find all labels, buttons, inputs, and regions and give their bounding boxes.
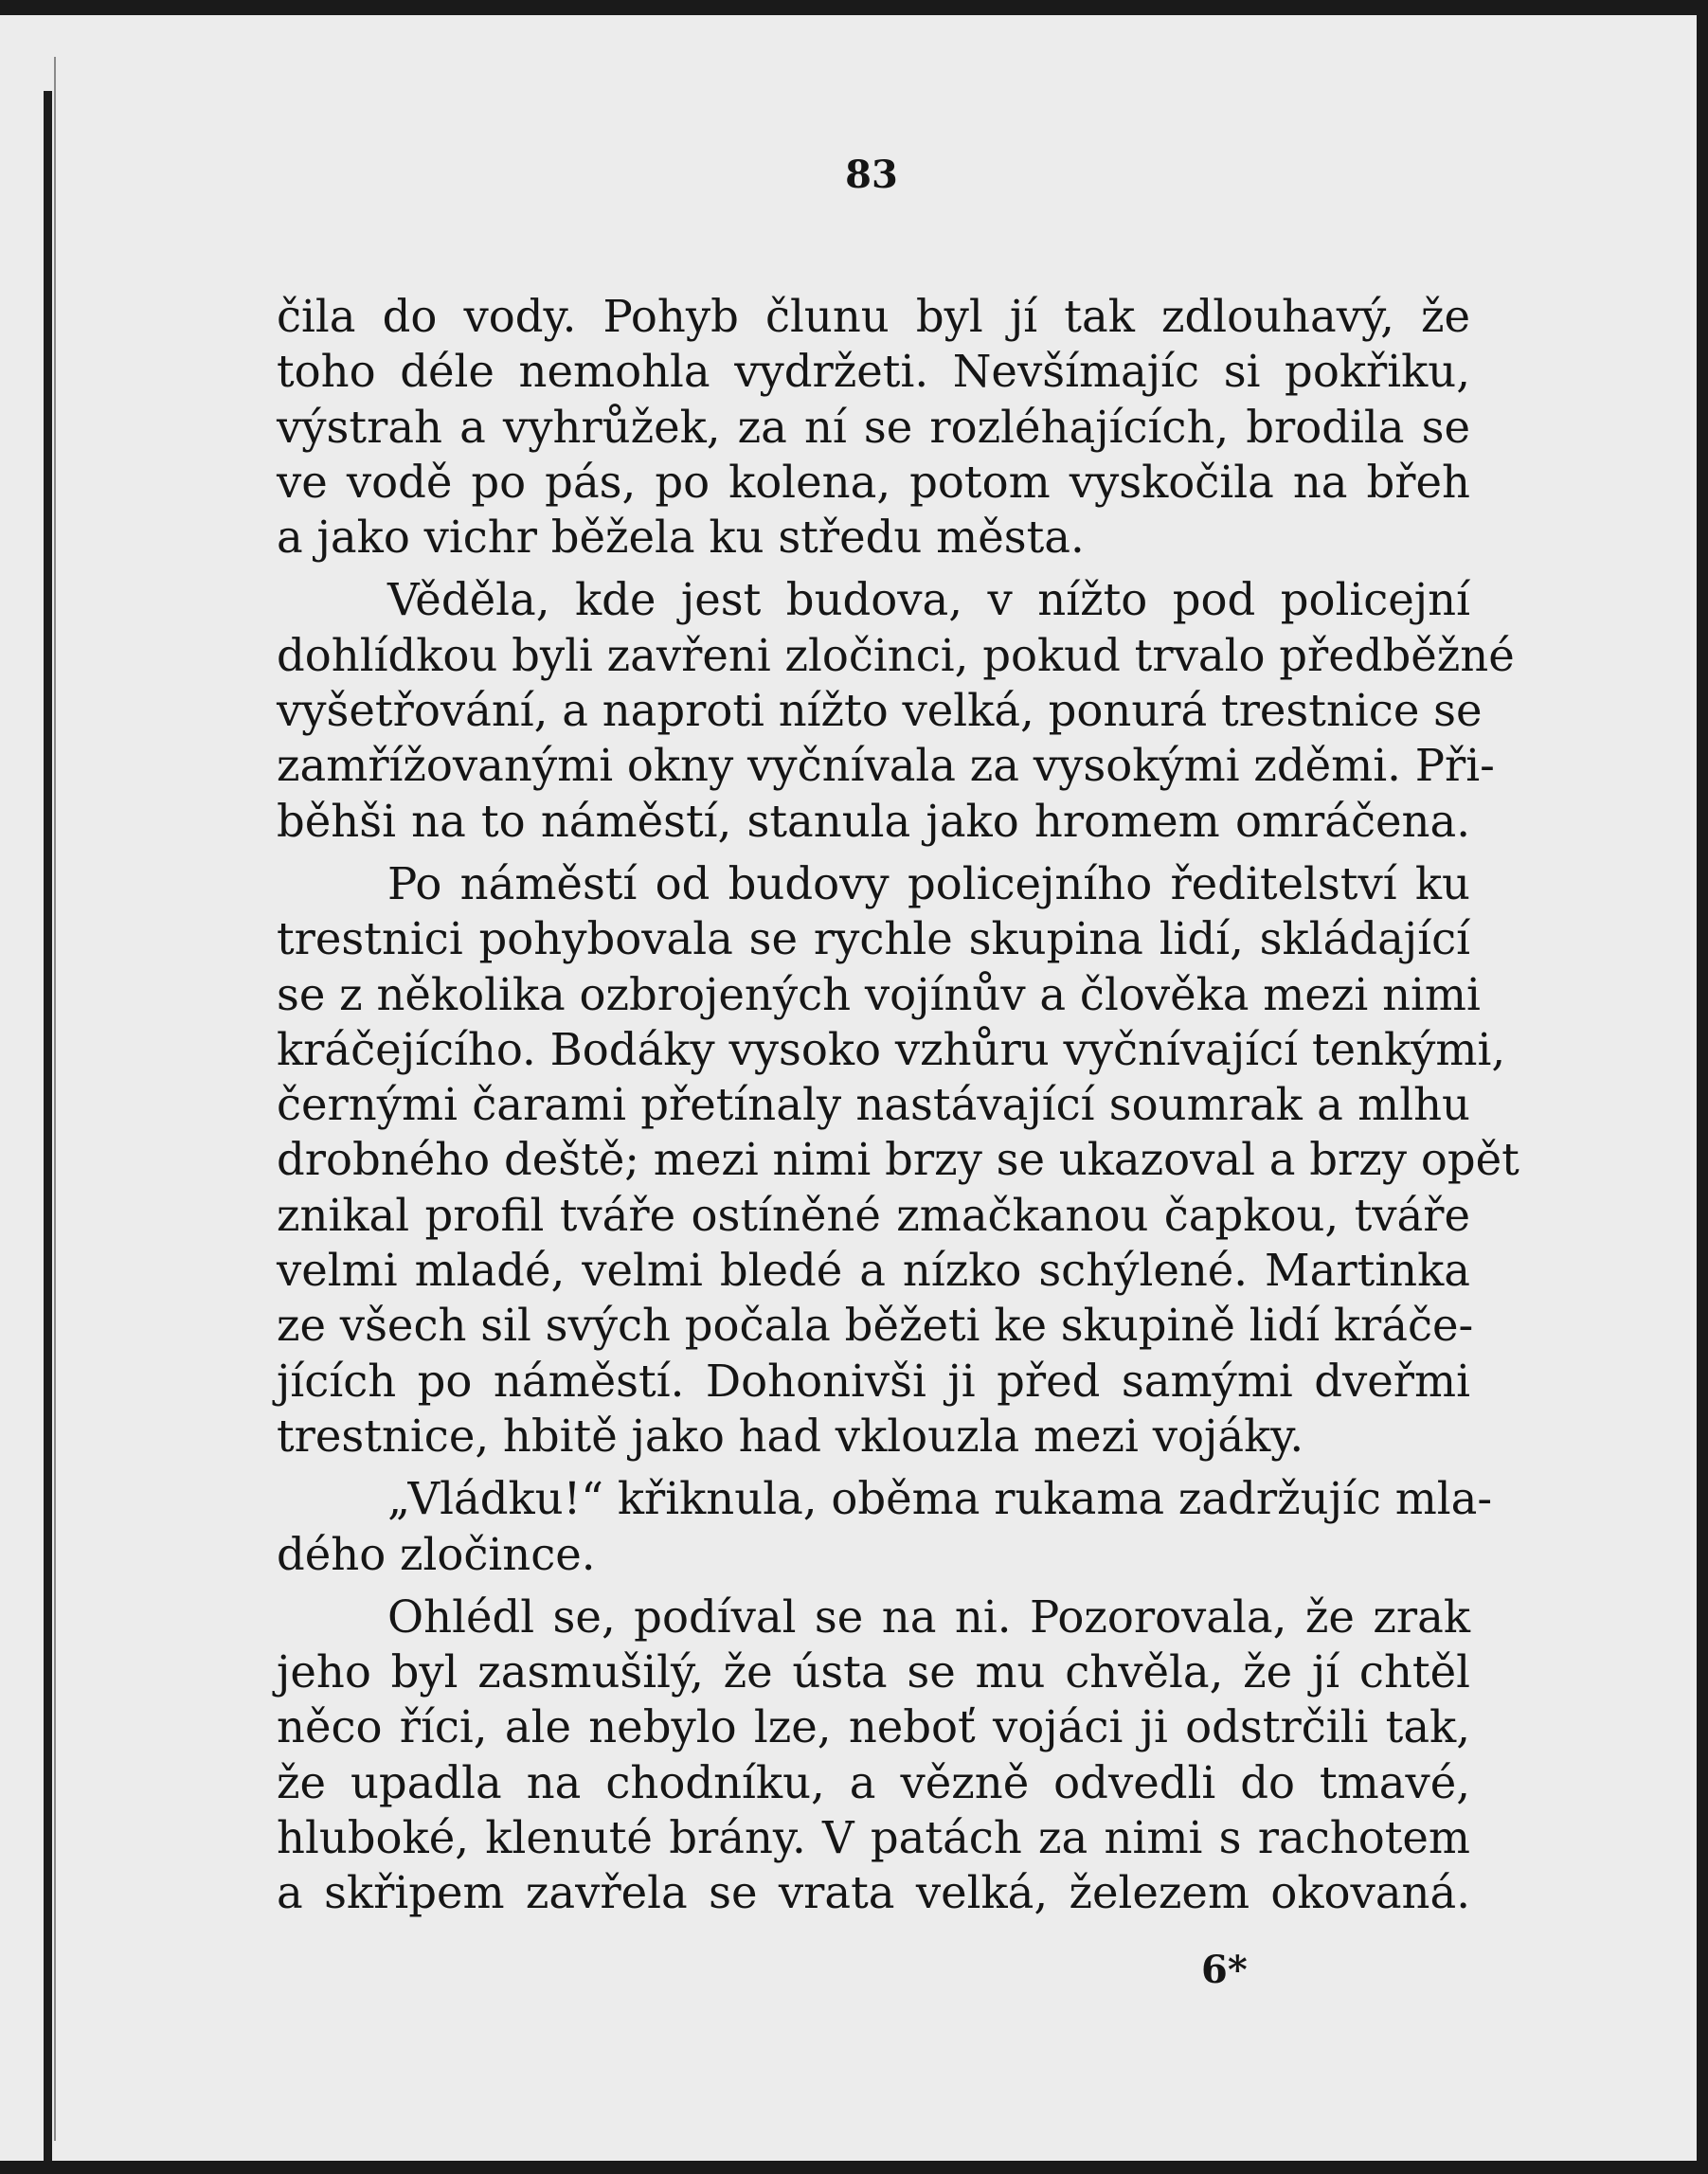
scan-top-edge xyxy=(0,0,1708,15)
text-line: ve vodě po pás, po kolena, potom vyskočila na břeh xyxy=(277,456,1470,508)
text-line: velmi mladé, velmi bledé a nízko schýlené. Martinka xyxy=(277,1245,1470,1297)
text-line: znikal profil tváře ostíněné zmačkanou čapkou, tváře xyxy=(277,1189,1470,1241)
text-line: drobného deště; mezi nimi brzy se ukazoval a brzy opět xyxy=(277,1134,1519,1186)
binding-rule xyxy=(44,91,52,2161)
scan-bottom-edge xyxy=(0,2161,1708,2174)
paragraph xyxy=(277,572,1515,848)
text-line: se z několika ozbrojených vojínův a člověka mezi nimi xyxy=(277,968,1481,1020)
body-text xyxy=(277,289,1519,1921)
text-line: jeho byl zasmušilý, že ústa se mu chvěla, že jí chtěl xyxy=(277,1646,1470,1698)
paragraph xyxy=(277,856,1519,1464)
text-line: čila do vody. Pohyb člunu byl jí tak zdlouhavý, že xyxy=(277,291,1470,342)
binding-rule-thin xyxy=(54,57,56,2141)
text-line: že upadla na chodníku, a vězně odvedli do tmavé, xyxy=(277,1756,1470,1808)
text-line: jících po náměstí. Dohonivši ji před samými dveřmi xyxy=(277,1355,1470,1407)
signature-mark: 6* xyxy=(1201,1948,1248,1992)
text-line: běhši na to náměstí, stanula jako hromem omráčena. xyxy=(277,795,1470,847)
text-line: trestnici pohybovala se rychle skupina lidí, skládající xyxy=(277,913,1470,965)
text-line: trestnice, hbitě jako had vklouzla mezi vojáky. xyxy=(277,1410,1304,1462)
text-line: vyšetřování, a naproti nížto velká, ponurá trestnice se xyxy=(277,685,1483,737)
text-line: „Vládku!“ křiknula, oběma rukama zadržujíc mla- xyxy=(387,1473,1493,1525)
text-line: zamřížovanými okny vyčnívala za vysokými zděmi. Při- xyxy=(277,740,1495,792)
paragraph xyxy=(277,1590,1470,1921)
text-line: dohlídkou byli zavřeni zločinci, pokud trvalo předběžné xyxy=(277,629,1515,681)
text-line: a jako vichr běžela ku středu města. xyxy=(277,512,1085,564)
text-line: ze všech sil svých počala běžeti ke skupině lidí kráče- xyxy=(277,1300,1474,1352)
text-line: něco říci, ale nebylo lze, neboť vojáci ji odstrčili tak, xyxy=(277,1701,1470,1753)
text-line: kráčejícího. Bodáky vysoko vzhůru vyčnívající tenkými, xyxy=(277,1023,1506,1075)
text-line: toho déle nemohla vydržeti. Nevšímajíc si pokřiku, xyxy=(277,346,1470,398)
paragraph xyxy=(277,1471,1493,1582)
text-line: výstrah a vyhrůžek, za ní se rozléhajících, brodila se xyxy=(277,401,1470,453)
paragraph xyxy=(277,289,1470,565)
text-line: Po náměstí od budovy policejního ředitelství ku xyxy=(387,857,1470,909)
page-number: 83 xyxy=(845,153,898,197)
scan-right-edge xyxy=(1697,0,1708,2174)
text-line: dého zločince. xyxy=(277,1528,596,1580)
text-line: a skřipem zavřela se vrata velká, železem okovaná. xyxy=(277,1867,1470,1919)
text-line: hluboké, klenuté brány. V patách za nimi s rachotem xyxy=(277,1812,1470,1864)
text-line: Věděla, kde jest budova, v nížto pod policejní xyxy=(387,574,1470,626)
text-line: černými čarami přetínaly nastávající soumrak a mlhu xyxy=(277,1079,1470,1131)
text-line: Ohlédl se, podíval se na ni. Pozorovala, že zrak xyxy=(387,1590,1470,1643)
